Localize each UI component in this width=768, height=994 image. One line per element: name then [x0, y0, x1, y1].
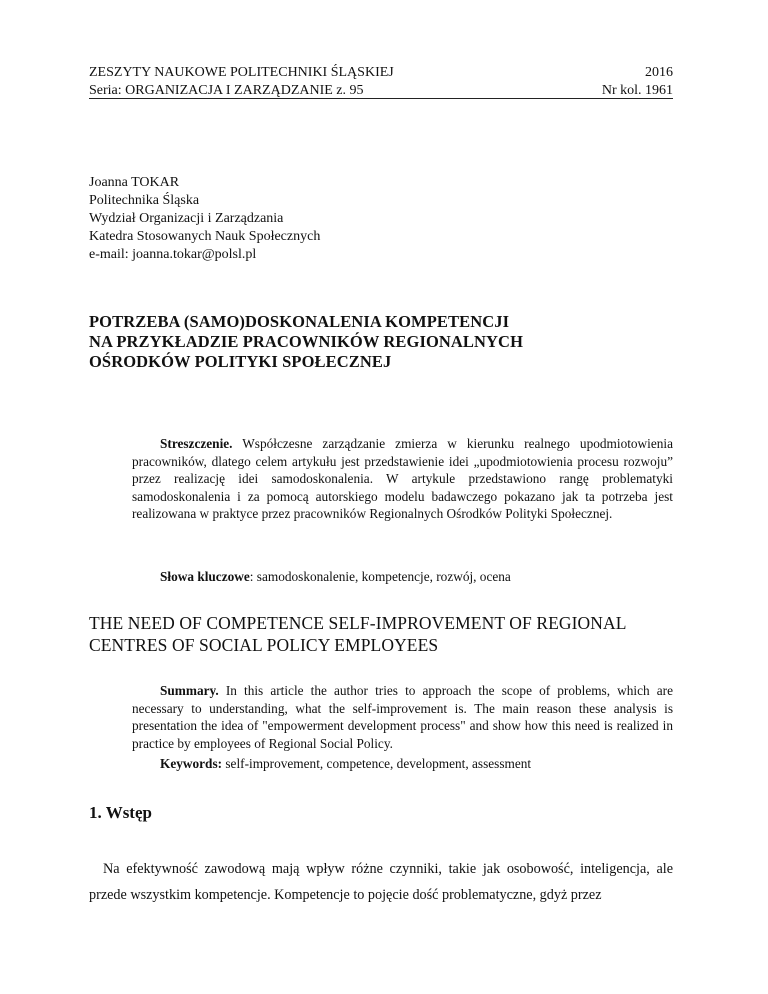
- title-pl-line: OŚRODKÓW POLITYKI SPOŁECZNEJ: [89, 352, 392, 371]
- paper-title-en: [89, 612, 627, 656]
- abstract-en-label: Summary.: [160, 683, 219, 698]
- publication-year: 2016: [645, 65, 673, 80]
- journal-series: Seria: ORGANIZACJA I ZARZĄDZANIE z. 95: [89, 83, 364, 98]
- abstract-pl-text: Współczesne zarządzanie zmierza w kierunku realnego upodmiotowienia pracowników, dlatego celem artykułu jest przedstawienie idei „upodmiotowienia procesu rozwoju” przez realizację idei samodoskonalenia. W artykule przedstawiono rangę problematyki samodoskonalenia i za pomocą autorskiego modelu badawczego pokazano jak ta potrzeba jest realizowana w praktyce przez pracowników Regionalnych Ośrodków Polityki Społecznej.: [132, 436, 673, 521]
- keywords-pl-text: : samodoskonalenie, kompetencje, rozwój, ocena: [249, 569, 511, 584]
- abstract-en: [132, 682, 673, 752]
- abstract-pl: [132, 435, 673, 523]
- author-faculty: Wydział Organizacji i Zarządzania: [89, 211, 284, 226]
- abstract-pl-label: Streszczenie.: [160, 436, 233, 451]
- title-pl-line: NA PRZYKŁADZIE PRACOWNIKÓW REGIONALNYCH: [89, 332, 524, 351]
- keywords-en-text: self-improvement, competence, development, assessment: [222, 756, 532, 771]
- header-rule: [89, 98, 673, 99]
- journal-name: ZESZYTY NAUKOWE POLITECHNIKI ŚLĄSKIEJ: [89, 65, 394, 80]
- author-email: e-mail: joanna.tokar@polsl.pl: [89, 247, 257, 262]
- author-department: Katedra Stosowanych Nauk Społecznych: [89, 229, 321, 244]
- author-university: Politechnika Śląska: [89, 193, 200, 208]
- abstract-en-text: In this article the author tries to approach the scope of problems, which are necessary to understanding, what the self-improvement is. The main reason these analysis is presentation the idea of "empowerment development process" and show how this need is realized in practice by employees of Regional Social Policy.: [132, 683, 673, 751]
- title-en-line: CENTRES OF SOCIAL POLICY EMPLOYEES: [89, 635, 439, 655]
- keywords-pl: [160, 568, 511, 585]
- paper-title-pl: [89, 312, 523, 372]
- keywords-pl-label: Słowa kluczowe: [160, 569, 250, 584]
- author-name: Joanna TOKAR: [89, 175, 180, 190]
- author-block: [89, 174, 320, 264]
- section-heading: 1. Wstęp: [89, 803, 152, 822]
- keywords-en: [160, 755, 531, 772]
- issue-number: Nr kol. 1961: [601, 83, 673, 98]
- title-pl-line: POTRZEBA (SAMO)DOSKONALENIA KOMPETENCJI: [89, 312, 510, 331]
- keywords-en-label: Keywords:: [160, 756, 223, 771]
- body-paragraph: Na efektywność zawodową mają wpływ różne czynniki, takie jak osobowość, inteligencja, ale przede wszystkim kompetencje. Kompetencje to pojęcie dość problematyczne, gdyż przez: [89, 861, 673, 903]
- title-en-line: THE NEED OF COMPETENCE SELF-IMPROVEMENT OF REGIONAL: [89, 613, 627, 633]
